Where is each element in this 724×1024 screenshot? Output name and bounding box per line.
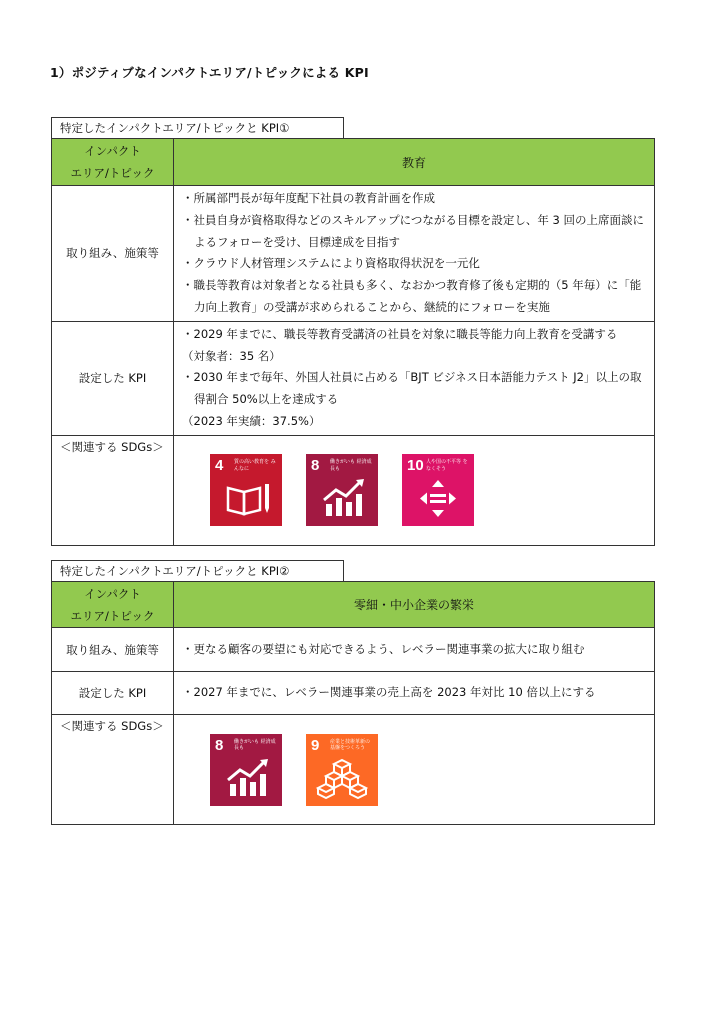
sdg-tile-9: [306, 734, 378, 806]
block2-sdgs-cell: [174, 715, 655, 825]
sdg-tile-10: [402, 454, 474, 526]
block2-header-right: 零細・中小企業の繁栄: [174, 582, 655, 628]
block2-actions-label: 取り組み、施策等: [52, 628, 174, 672]
sdg-number: 8: [311, 457, 320, 475]
header-left-line2: エリア/トピック: [70, 166, 155, 180]
action-item: ・更なる顧客の要望にも対応できるよう、レベラー関連事業の拡大に取り組む: [182, 641, 585, 656]
block2-table: [51, 581, 655, 825]
block1-kpi-label: 設定した KPI: [52, 321, 174, 435]
block1-actions-cell: [174, 186, 655, 322]
kpi-note: （対象者：35 名）: [182, 348, 281, 363]
block2-kpi-label: 設定した KPI: [52, 672, 174, 715]
action-item: ・クラウド人材管理システムにより資格取得状況を一元化: [182, 256, 480, 271]
block2-actions-cell: [174, 628, 655, 672]
block1-table: [51, 138, 655, 546]
header-left-line2: エリア/トピック: [70, 608, 155, 623]
block2-label: 特定したインパクトエリア/トピックと KPI②: [51, 560, 344, 581]
block1-sdgs-cell: [174, 435, 655, 545]
sdg-caption: 人や国の不平等 をなくそう: [426, 459, 468, 472]
equality-arrows-icon: [402, 454, 474, 526]
block1-header-right: 教育: [174, 139, 655, 186]
sdg-number: 9: [311, 736, 320, 754]
sdg-number: 4: [215, 457, 224, 475]
sdg-number: 10: [407, 457, 424, 475]
block2-kpi-cell: [174, 672, 655, 715]
action-item: ・所属部門長が毎年度配下社員の教育計画を作成: [182, 191, 435, 205]
sdg-caption: 働きがいも 経済成長も: [234, 738, 276, 751]
sdg-caption: 働きがいも 経済成長も: [330, 459, 372, 472]
block2-sdgs-label: ＜関連する SDGs＞: [52, 715, 174, 825]
sdg-number: 8: [215, 736, 224, 754]
page-title: 1）ポジティブなインパクトエリア/トピックによる KPI: [50, 65, 369, 80]
sdg-tile-4: [210, 454, 282, 526]
kpi-note: （2023 年実績：37.5%）: [182, 413, 321, 428]
action-item: ・社員自身が資格取得などのスキルアップにつながる目標を設定し、年 3 回の上席面談によるフォローを受け、目標達成を目指す: [182, 212, 644, 249]
block1-label: 特定したインパクトエリア/トピックと KPI①: [51, 117, 344, 138]
block1-actions-label: 取り組み、施策等: [52, 186, 174, 322]
header-left-line1: インパクト: [84, 586, 141, 601]
block1-header-left: [52, 139, 174, 186]
kpi-item: ・2027 年までに、レベラー関連事業の売上高を 2023 年対比 10 倍以上にする: [182, 685, 596, 700]
book-pencil-icon: [210, 454, 282, 526]
block1-kpi-cell: [174, 321, 655, 435]
sdg-caption: 質の高い教育を みんなに: [234, 459, 276, 472]
kpi-item: ・2030 年まで毎年、外国人社員に占める「BJT ビジネス日本語能力テスト J2」以上の取得割合 50%以上を達成する: [182, 370, 642, 407]
growth-chart-icon: [306, 454, 378, 526]
kpi-item: ・2029 年までに、職長等教育受講済の社員を対象に職長等能力向上教育を受講する: [182, 326, 618, 341]
block1-sdgs-label: ＜関連する SDGs＞: [52, 435, 174, 545]
block2-header-left: [52, 582, 174, 628]
cubes-icon: [306, 734, 378, 806]
growth-chart-icon: [210, 734, 282, 806]
header-left-line1: インパクト: [84, 144, 141, 158]
sdg-tile-8: [210, 734, 282, 806]
sdg-caption: 産業と技術革新の 基盤をつくろう: [330, 738, 371, 751]
sdg-tile-8: [306, 454, 378, 526]
action-item: ・職長等教育は対象者となる社員も多く、なおかつ教育修了後も定期的（5 年毎）に「能力向上教育」の受講が求められることから、継続的にフォローを実施: [182, 278, 642, 314]
